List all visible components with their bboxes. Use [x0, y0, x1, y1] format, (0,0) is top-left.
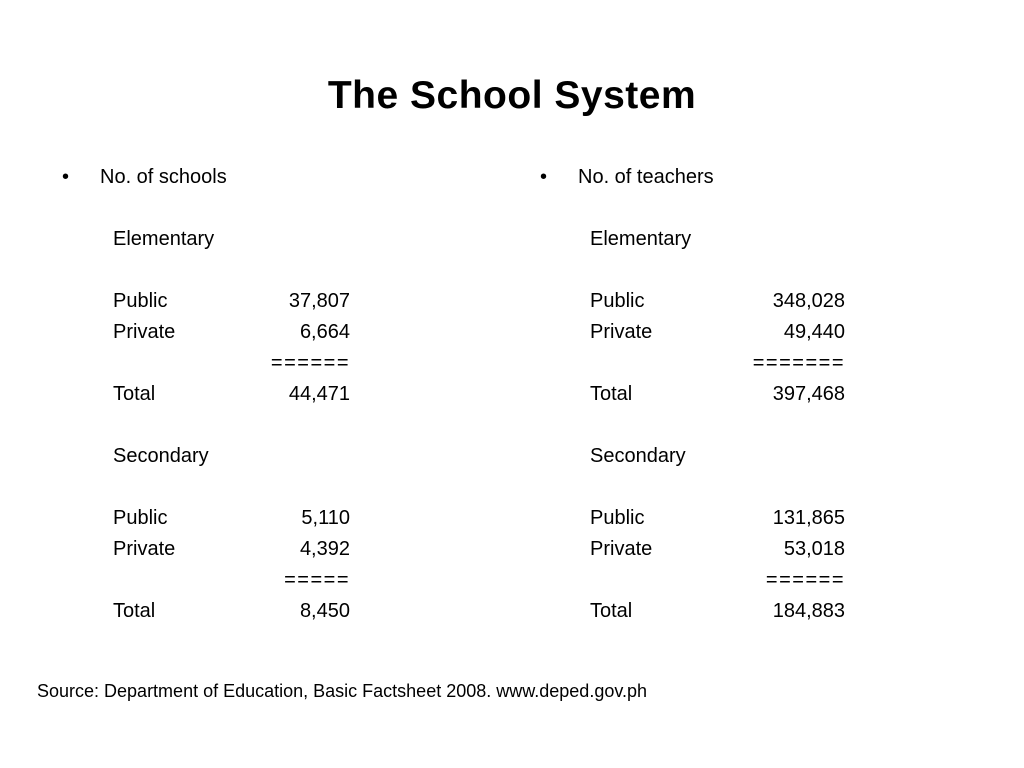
total-value: 44,471	[288, 383, 350, 405]
total-label: Total	[590, 600, 633, 622]
separator-spacer	[590, 565, 766, 596]
bullet-icon: •	[62, 166, 70, 188]
row-label: Public	[590, 290, 645, 312]
slide-content	[0, 162, 1024, 627]
total-value: 397,468	[772, 383, 845, 405]
separator-line: ======	[270, 352, 350, 374]
section-name: Elementary	[113, 228, 215, 250]
teachers-elementary-section	[540, 224, 1024, 410]
separator-spacer	[590, 348, 753, 379]
separator-row	[113, 348, 350, 379]
bullet-icon: •	[540, 166, 548, 188]
total-label: Total	[113, 600, 156, 622]
row-value: 37,807	[288, 290, 350, 312]
row-label: Private	[590, 321, 653, 343]
section-name: Secondary	[113, 445, 209, 467]
row-value: 131,865	[772, 507, 845, 529]
separator-spacer	[113, 565, 284, 596]
separator-row	[113, 565, 350, 596]
schools-secondary-section	[62, 441, 512, 627]
total-row	[590, 379, 845, 410]
row-value: 5,110	[301, 507, 350, 529]
table-row	[113, 317, 350, 348]
total-value: 184,883	[772, 600, 845, 622]
schools-heading-label: No. of schools	[100, 166, 227, 188]
row-value: 4,392	[299, 538, 350, 560]
section-name: Elementary	[590, 228, 692, 250]
total-row	[113, 379, 350, 410]
page-title: The School System	[327, 74, 697, 117]
schools-heading	[62, 162, 512, 193]
schools-elementary-section	[62, 224, 512, 410]
table-row	[113, 534, 350, 565]
separator-spacer	[113, 348, 271, 379]
row-value: 53,018	[783, 538, 845, 560]
row-label: Private	[590, 538, 653, 560]
separator-line: =======	[752, 352, 845, 374]
table-row	[590, 286, 845, 317]
teachers-heading	[540, 162, 1024, 193]
total-row	[113, 596, 350, 627]
row-value: 6,664	[299, 321, 350, 343]
table-row	[113, 286, 350, 317]
row-label: Public	[590, 507, 645, 529]
row-label: Public	[113, 290, 168, 312]
row-value: 348,028	[772, 290, 845, 312]
row-label: Public	[113, 507, 168, 529]
row-label: Private	[113, 321, 176, 343]
total-label: Total	[590, 383, 633, 405]
row-label: Private	[113, 538, 176, 560]
separator-line: ======	[765, 569, 845, 591]
table-row	[590, 503, 845, 534]
schools-column	[0, 162, 512, 627]
separator-row	[590, 565, 845, 596]
teachers-column	[512, 162, 1024, 627]
source-note: Source: Department of Education, Basic Factsheet 2008. www.deped.gov.ph	[37, 681, 648, 701]
total-row	[590, 596, 845, 627]
teachers-secondary-section	[540, 441, 1024, 627]
table-row	[590, 317, 845, 348]
teachers-heading-label: No. of teachers	[578, 166, 714, 188]
total-label: Total	[113, 383, 156, 405]
table-row	[590, 534, 845, 565]
separator-row	[590, 348, 845, 379]
row-value: 49,440	[783, 321, 845, 343]
section-name: Secondary	[590, 445, 686, 467]
table-row	[113, 503, 350, 534]
total-value: 8,450	[299, 600, 350, 622]
separator-line: =====	[284, 569, 350, 591]
